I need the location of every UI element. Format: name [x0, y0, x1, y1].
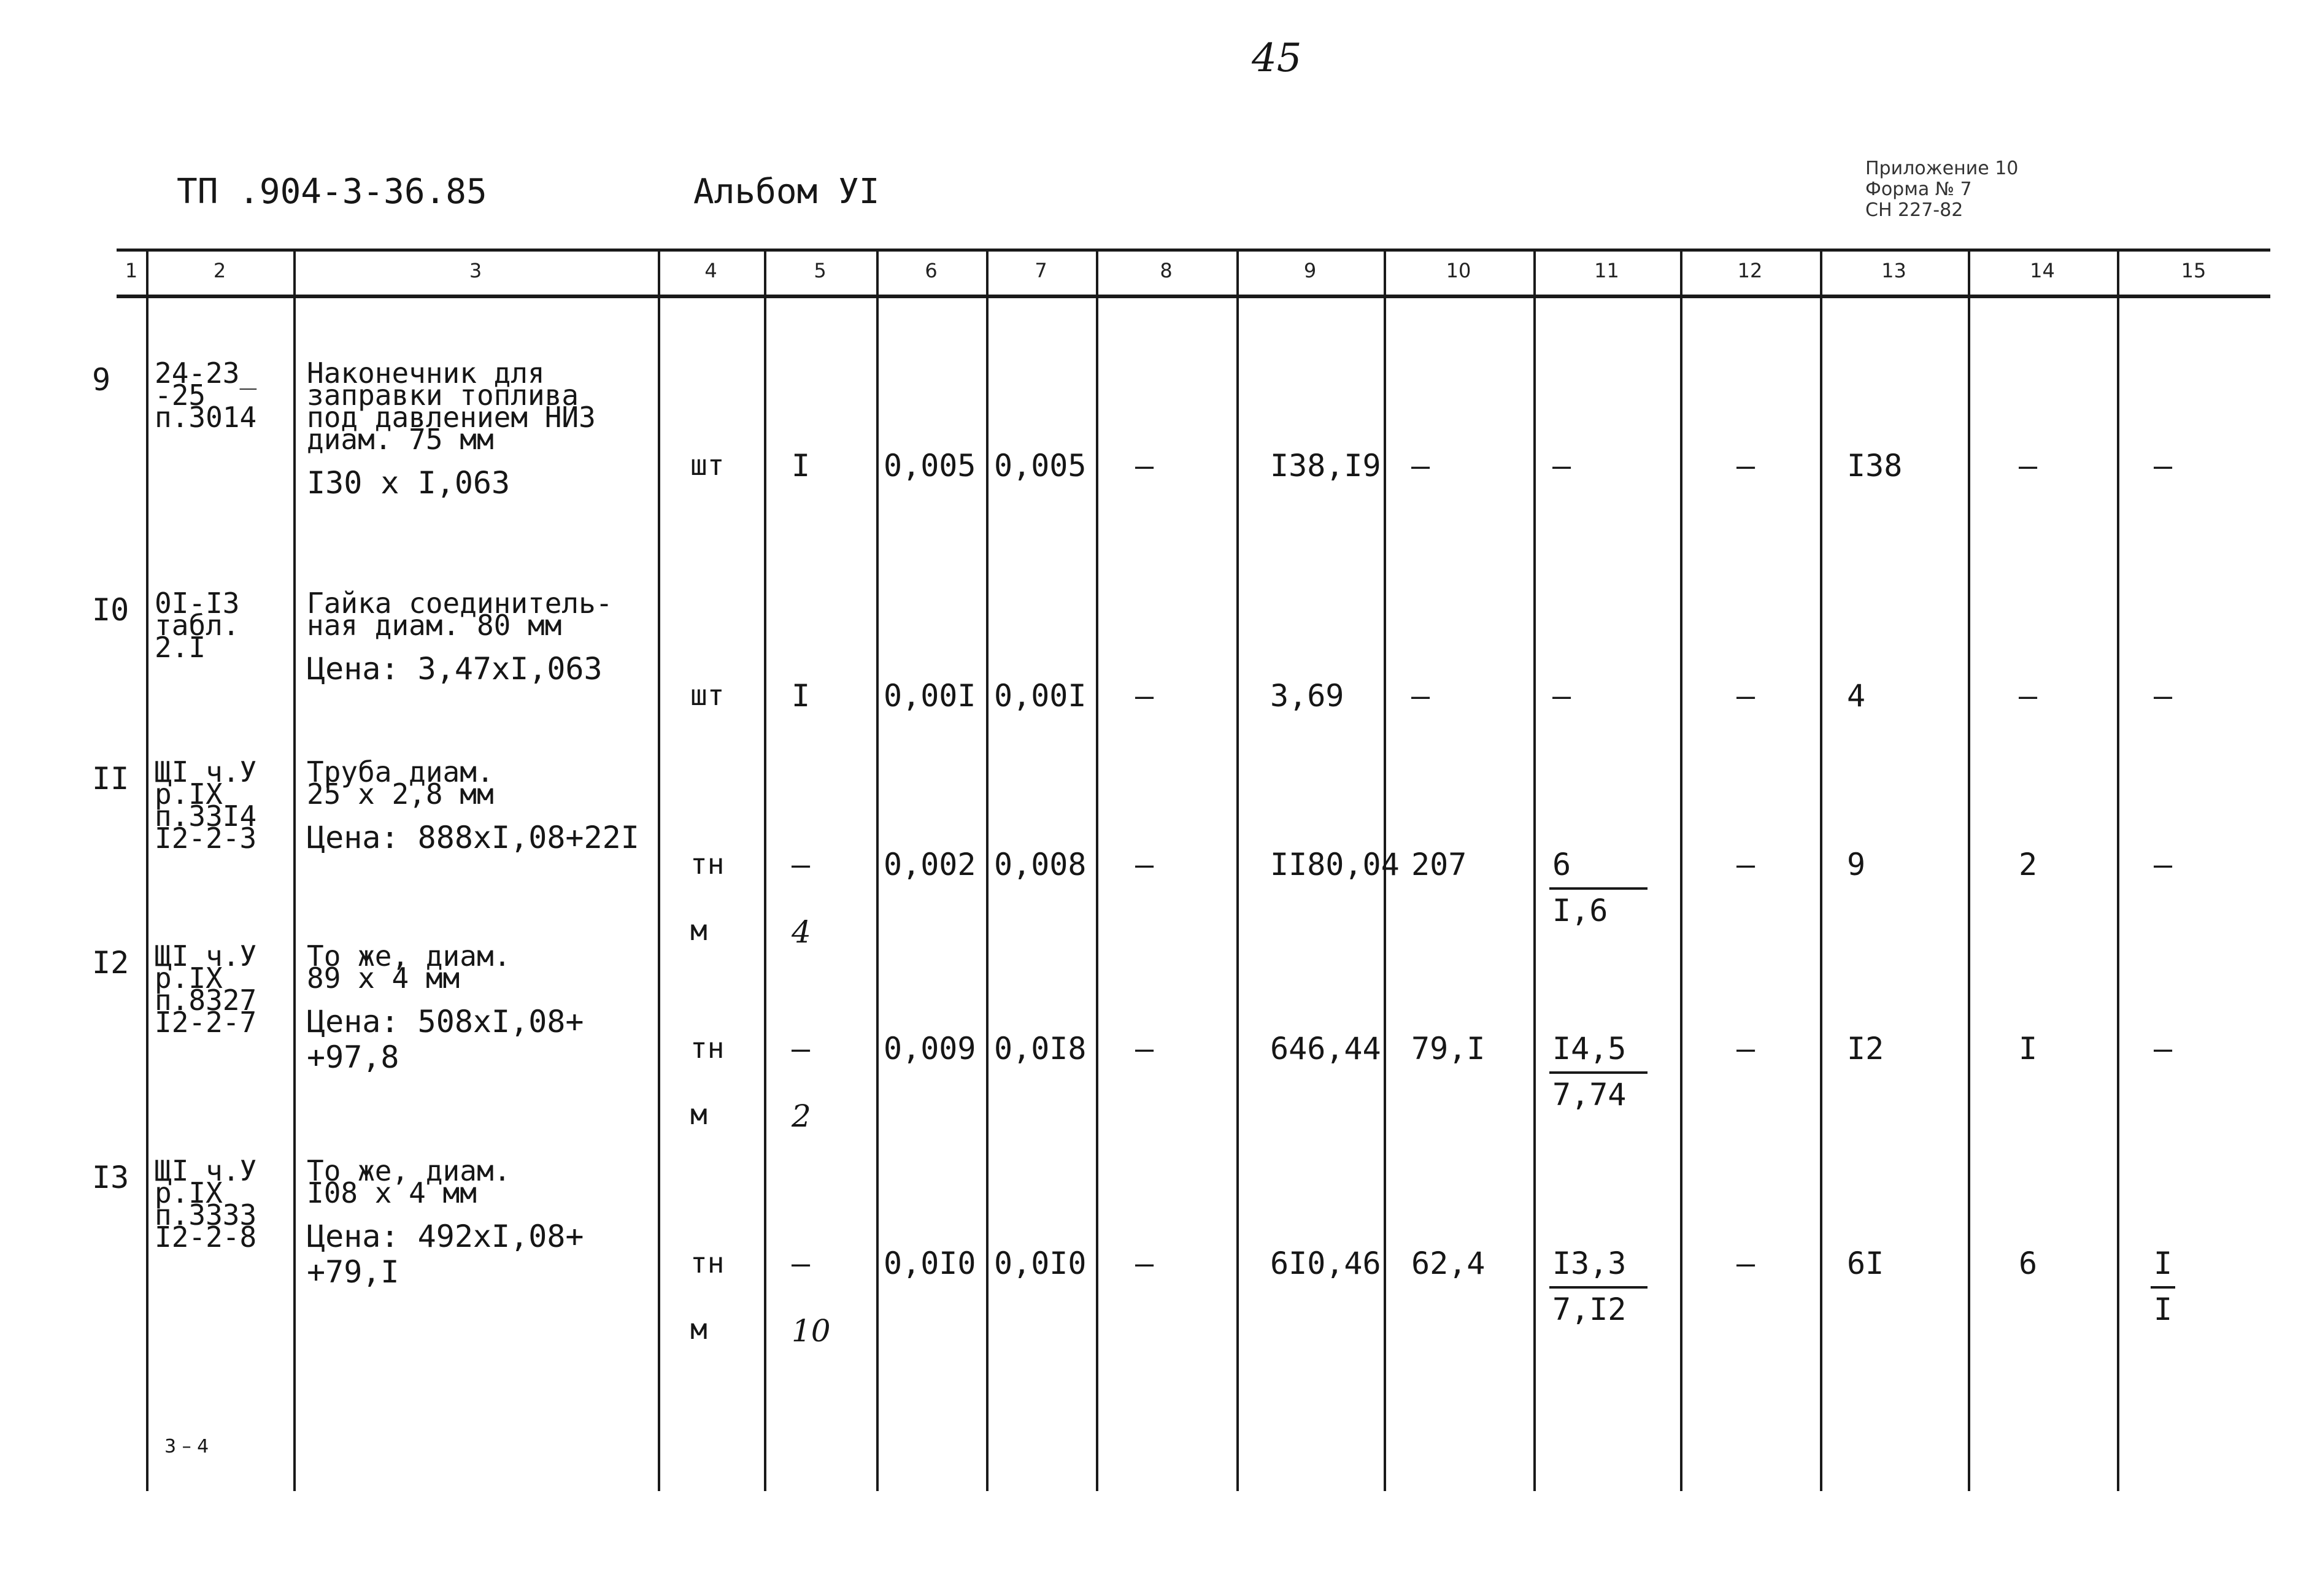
col-10-value: 207: [1411, 847, 1467, 882]
col-8-value: –: [1135, 847, 1154, 882]
unit: тн: [690, 1246, 725, 1279]
appendix-line: Приложение 10: [1865, 158, 2019, 179]
column-separator: [1236, 252, 1239, 1491]
col-6-value: 0,002: [884, 847, 976, 882]
column-separator: [1533, 252, 1536, 1491]
item-name: То же, диам. I08 x 4 мм: [307, 1154, 511, 1209]
column-header: 14: [2030, 259, 2055, 282]
column-header: 13: [1881, 259, 1906, 282]
col-9-value: 646,44: [1270, 1031, 1381, 1066]
col-9-value: 6I0,46: [1270, 1246, 1381, 1281]
col-6-value: 0,005: [884, 448, 976, 484]
unit-secondary: м: [690, 1098, 707, 1131]
col-10-value: –: [1411, 448, 1430, 484]
page-number: 45: [1252, 36, 1302, 81]
col-7-value: 0,005: [994, 448, 1087, 484]
column-header: 6: [925, 259, 938, 282]
col-9-value: 3,69: [1270, 678, 1344, 714]
col-11-numerator: –: [1552, 448, 1571, 484]
fraction-line: [1549, 1071, 1648, 1074]
price-note: Цена: 3,47xI,063: [307, 651, 603, 687]
col-10-value: –: [1411, 678, 1430, 714]
col-15-numerator: –: [2154, 1031, 2173, 1066]
column-header: 1: [125, 259, 138, 282]
col-14-value: 6: [2019, 1246, 2038, 1281]
col-15-denominator: I: [2154, 1292, 2173, 1327]
unit-secondary: м: [690, 914, 707, 947]
item-name: Труба диам. 25 x 2,8 мм: [307, 755, 494, 811]
column-separator: [146, 252, 148, 1491]
footer-mark: 3 – 4: [164, 1436, 209, 1457]
col-8-value: –: [1135, 678, 1154, 714]
col-11-denominator: 7,I2: [1552, 1292, 1627, 1327]
appendix-line: СН 227-82: [1865, 199, 1964, 221]
col-12-value: –: [1736, 448, 1755, 484]
column-separator: [764, 252, 766, 1491]
col-9-value: II80,04: [1270, 847, 1400, 882]
item-name: То же, диам. 89 x 4 мм: [307, 939, 511, 995]
col-15-numerator: –: [2154, 448, 2173, 484]
col-14-value: –: [2019, 678, 2038, 714]
column-separator: [1096, 252, 1098, 1491]
col-11-numerator: I4,5: [1552, 1031, 1627, 1066]
column-header: 4: [704, 259, 717, 282]
norm-reference: ЩI ч.У р.IX п.33I4 I2-2-3: [155, 755, 257, 855]
col-10-value: 79,I: [1411, 1031, 1486, 1066]
quantity: I: [792, 448, 811, 484]
unit: шт: [690, 679, 725, 712]
fraction-line: [2151, 1286, 2175, 1289]
col-12-value: –: [1736, 1031, 1755, 1066]
col-14-value: I: [2019, 1031, 2038, 1066]
col-6-value: 0,009: [884, 1031, 976, 1066]
col-12-value: –: [1736, 678, 1755, 714]
quantity-secondary: 2: [792, 1098, 811, 1134]
norm-reference: 0I-I3 табл. 2.I: [155, 587, 240, 664]
col-7-value: 0,0I8: [994, 1031, 1087, 1066]
fraction-line: [1549, 887, 1648, 890]
quantity: I: [792, 678, 811, 714]
price-note: I30 x I,063: [307, 465, 511, 501]
col-7-value: 0,0I0: [994, 1246, 1087, 1281]
col-13-value: 6I: [1847, 1246, 1884, 1281]
unit: шт: [690, 449, 725, 482]
column-header: 2: [213, 259, 226, 282]
row-number: I0: [92, 592, 129, 628]
quantity: –: [792, 1031, 811, 1066]
column-separator: [986, 252, 989, 1491]
appendix-line: Форма № 7: [1865, 179, 1972, 200]
column-separator: [1820, 252, 1822, 1491]
row-number: 9: [92, 362, 111, 398]
column-header: 8: [1160, 259, 1173, 282]
row-number: II: [92, 761, 129, 796]
col-13-value: 4: [1847, 678, 1866, 714]
col-11-numerator: 6: [1552, 847, 1571, 882]
col-6-value: 0,0I0: [884, 1246, 976, 1281]
column-header: 9: [1303, 259, 1317, 282]
item-name: Гайка соединитель- ная диам. 80 мм: [307, 587, 613, 642]
column-header: 5: [814, 259, 827, 282]
norm-reference: ЩI ч.У р.IX п.8327 I2-2-7: [155, 939, 257, 1039]
item-name: Наконечник для заправки топлива под давлением НИЗ диам. 75 мм: [307, 357, 596, 456]
price-note: Цена: 888xI,08+22I: [307, 820, 639, 855]
column-separator: [658, 252, 660, 1491]
col-8-value: –: [1135, 448, 1154, 484]
col-10-value: 62,4: [1411, 1246, 1486, 1281]
column-separator: [1968, 252, 1970, 1491]
col-11-numerator: –: [1552, 678, 1571, 714]
col-7-value: 0,008: [994, 847, 1087, 882]
col-13-value: I2: [1847, 1031, 1884, 1066]
album-label: Альбом УI: [693, 172, 880, 212]
col-14-value: 2: [2019, 847, 2038, 882]
quantity-secondary: 10: [792, 1313, 831, 1349]
norm-reference: ЩI ч.У р.IX п.3333 I2-2-8: [155, 1154, 257, 1254]
col-6-value: 0,00I: [884, 678, 976, 714]
column-separator: [293, 252, 296, 1491]
unit-secondary: м: [690, 1313, 707, 1346]
col-14-value: –: [2019, 448, 2038, 484]
column-separator: [1680, 252, 1682, 1491]
column-header: 10: [1446, 259, 1471, 282]
column-separator: [2117, 252, 2119, 1491]
quantity: –: [792, 847, 811, 882]
quantity: –: [792, 1246, 811, 1281]
column-header: 11: [1594, 259, 1619, 282]
unit: тн: [690, 847, 725, 881]
norm-reference: 24-23_ -25 п.3014: [155, 357, 257, 434]
unit: тн: [690, 1031, 725, 1065]
row-number: I2: [92, 945, 129, 981]
col-12-value: –: [1736, 847, 1755, 882]
column-header: 7: [1035, 259, 1047, 282]
col-12-value: –: [1736, 1246, 1755, 1281]
header-bottom-border: [117, 295, 2270, 298]
column-header: 12: [1737, 259, 1763, 282]
col-11-denominator: 7,74: [1552, 1077, 1627, 1112]
price-note: Цена: 508xI,08+ +97,8: [307, 1004, 584, 1075]
col-9-value: I38,I9: [1270, 448, 1381, 484]
row-number: I3: [92, 1160, 129, 1195]
col-13-value: 9: [1847, 847, 1866, 882]
column-header: 3: [469, 259, 482, 282]
col-7-value: 0,00I: [994, 678, 1087, 714]
col-11-denominator: I,6: [1552, 893, 1608, 928]
col-8-value: –: [1135, 1031, 1154, 1066]
price-note: Цена: 492xI,08+ +79,I: [307, 1219, 584, 1290]
col-11-numerator: I3,3: [1552, 1246, 1627, 1281]
col-15-numerator: –: [2154, 678, 2173, 714]
appendix-note: [1865, 158, 2018, 221]
col-13-value: I38: [1847, 448, 1903, 484]
table-top-border: [117, 249, 2270, 252]
fraction-line: [1549, 1286, 1648, 1289]
column-header: 15: [2181, 259, 2206, 282]
document-code: ТП .904-3-36.85: [177, 172, 487, 212]
column-separator: [876, 252, 879, 1491]
col-8-value: –: [1135, 1246, 1154, 1281]
col-15-numerator: –: [2154, 847, 2173, 882]
col-15-numerator: I: [2154, 1246, 2173, 1281]
quantity-secondary: 4: [792, 914, 811, 950]
